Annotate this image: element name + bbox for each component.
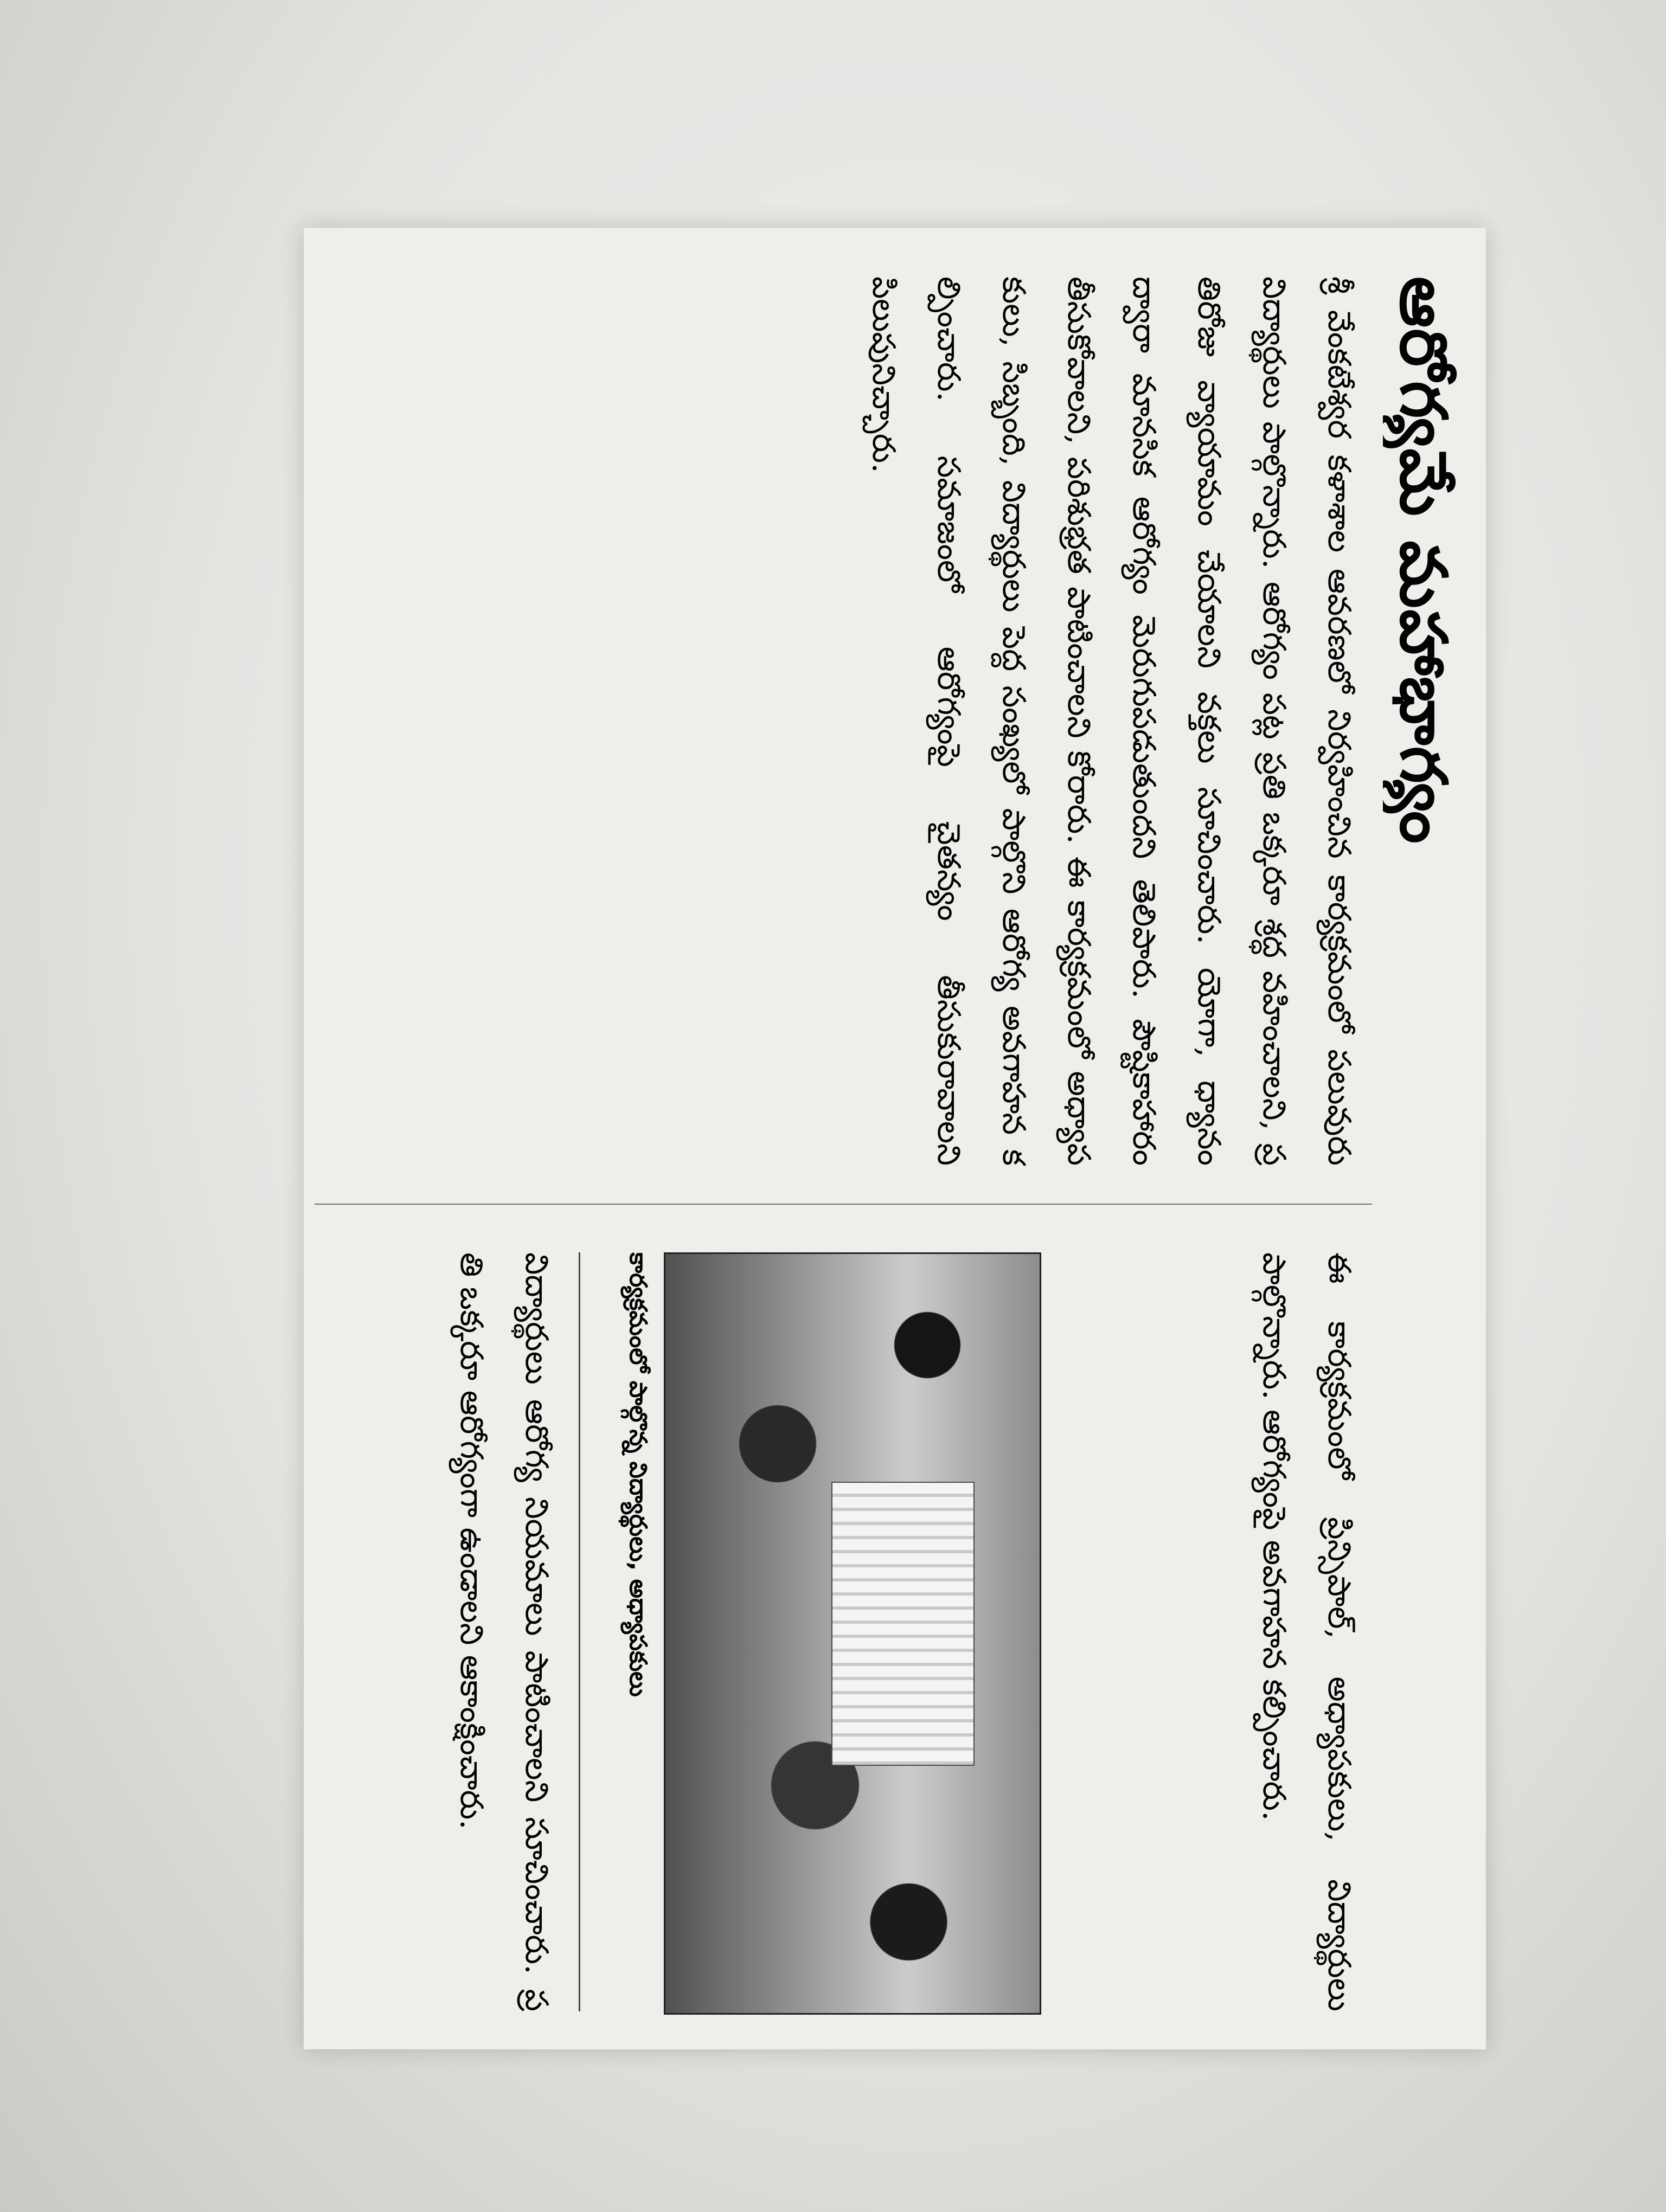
rotated-article: [304, 228, 1486, 2049]
article-photo: [664, 1252, 1041, 2015]
article-body-right-top: ఈ కార్యక్రమంలో ప్రిన్సిపాల్, అధ్యాపకులు, విద్యార్థులు పాల్గొన్నారు. ఆరోగ్యంపై అవగాహన కల్పించారు.: [1256, 1252, 1358, 2011]
article-body-left-column: శ్రీ వేంకటేశ్వర కళాశాల ఆవరణలో నిర్వహించిన కార్యక్రమంలో పలువురు విద్యార్థులు పాల్గొన్నారు. ఆరోగ్యం పట్ల ప్రతి ఒక్కరూ శ్రద్ధ వహించాలని, ప్రతిరోజు వ్యాయామం చేయాలని వక్తలు సూచించారు. యోగా, ధ్యానం ద్వారా మానసిక ఆరోగ్యం మెరుగుపడుతుందని తెలిపారు. పౌష్టికాహారం తీసుకోవాలని, పరిశుభ్రత పాటించాలని కోరారు. ఈ కార్యక్రమంలో అధ్యాపకులు, సిబ్బంది, విద్యార్థులు పెద్ద సంఖ్యలో పాల్గొని ఆరోగ్య అవగాహన కల్పించారు. సమాజంలో ఆరోగ్యంపై చైతన్యం తీసుకురావాలని పిలుపునిచ్చారు.: [866, 276, 1358, 1166]
column-divider: [315, 1204, 1372, 1205]
photo-banner: [831, 1482, 975, 1766]
photo-caption: కార్యక్రమంలో పాల్గొన్న విద్యార్థులు, అధ్యాపకులు: [579, 1252, 656, 2011]
article-headline: ఆరోగ్యమే మహాభాగ్యం: [1386, 276, 1461, 845]
newspaper-clipping: [304, 228, 1486, 2049]
article-body-right-bottom: విద్యార్థులు ఆరోగ్య నియమాలు పాటించాలని సూచించారు. ప్రతి ఒక్కరూ ఆరోగ్యంగా ఉండాలని ఆకాంక్షించారు.: [453, 1252, 555, 2011]
